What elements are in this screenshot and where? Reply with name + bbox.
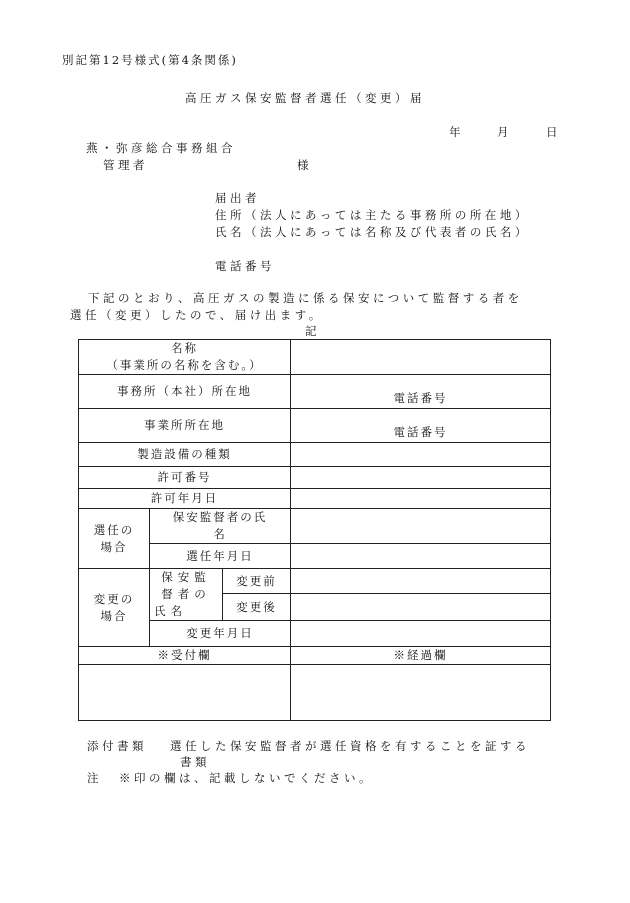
appoint-date-label: 選任年月日 (150, 544, 291, 569)
change-name-line2: 督者の (161, 587, 211, 601)
change-before-label: 変更前 (223, 569, 291, 594)
change-group-label (79, 569, 150, 647)
appoint-name-line2: 名 (213, 527, 227, 541)
note-text: ※印の欄は、記載しないでください。 (119, 771, 374, 785)
row-appoint-name (79, 509, 551, 544)
progress-header: ※経過欄 (291, 647, 551, 665)
row-appoint-date (79, 544, 551, 569)
change-name-line3: 氏名 (154, 604, 187, 618)
change-group-line2: 場合 (100, 608, 128, 623)
name-value-cell[interactable] (291, 340, 551, 375)
body-line-1: 下記のとおり、高圧ガスの製造に係る保安について監督する者を (88, 291, 523, 305)
change-after-label: 変更後 (223, 594, 291, 621)
change-date-value-cell[interactable] (291, 621, 551, 647)
appoint-name-value-cell[interactable] (291, 509, 551, 544)
change-name-line1: 保安監 (161, 570, 211, 584)
change-group-line1: 変更の (93, 591, 135, 606)
appoint-group-line2: 場合 (100, 539, 128, 554)
form-table (78, 339, 551, 721)
change-name-label (150, 569, 223, 621)
appoint-group-label (79, 509, 150, 569)
office-value-cell[interactable] (291, 375, 551, 409)
permit-number-value-cell[interactable] (291, 467, 551, 489)
appoint-date-value-cell[interactable] (291, 544, 551, 569)
office-phone-label: 電話番号 (393, 391, 448, 405)
name-label-line2: （事業所の名称を含む。） (106, 358, 263, 372)
appoint-group-line1: 選任の (93, 522, 135, 537)
equipment-value-cell[interactable] (291, 443, 551, 467)
addressee-honorific: 様 (297, 158, 309, 172)
site-value-cell[interactable] (291, 409, 551, 443)
site-phone-label: 電話番号 (393, 425, 448, 439)
row-permit-date (79, 489, 551, 509)
notifier-phone: 電話番号 (215, 259, 275, 273)
attachments-text-2: 書類 (180, 755, 210, 769)
change-date-label: 変更年月日 (150, 621, 291, 647)
form-number: 別記第12号様式(第4条関係) (62, 53, 238, 67)
form-title: 高圧ガス保安監督者選任（変更）届 (185, 91, 425, 105)
row-permit-number (79, 467, 551, 489)
appoint-name-label (150, 509, 291, 544)
change-before-value-cell[interactable] (291, 569, 551, 594)
equipment-label: 製造設備の種類 (79, 443, 291, 467)
row-office-use-headers (79, 647, 551, 665)
row-name (79, 340, 551, 375)
date-month: 月 (497, 125, 509, 139)
row-site (79, 409, 551, 443)
permit-date-value-cell[interactable] (291, 489, 551, 509)
addressee-organization: 燕・弥彦総合事務組合 (86, 141, 236, 155)
permit-number-label: 許可番号 (79, 467, 291, 489)
notifier-header: 届出者 (215, 191, 260, 205)
date-day: 日 (546, 125, 558, 139)
ki-marker: 記 (305, 324, 317, 338)
office-label: 事務所（本社）所在地 (79, 375, 291, 409)
addressee-role: 管理者 (103, 158, 148, 172)
notifier-name: 氏名（法人にあっては名称及び代表者の氏名） (215, 225, 530, 239)
name-label-cell (79, 340, 291, 375)
notifier-address: 住所（法人にあっては主たる事務所の所在地） (215, 208, 530, 222)
receipt-header: ※受付欄 (79, 647, 291, 665)
appoint-name-line1: 保安監督者の氏 (172, 510, 268, 524)
receipt-cell (79, 665, 291, 721)
permit-date-label: 許可年月日 (79, 489, 291, 509)
row-office (79, 375, 551, 409)
body-line-2: 選任（変更）したので、届け出ます。 (70, 308, 324, 322)
attachments-text-1: 選任した保安監督者が選任資格を有することを証する (170, 739, 530, 753)
row-equipment (79, 443, 551, 467)
site-label: 事業所所在地 (79, 409, 291, 443)
name-label-line1: 名称 (171, 341, 198, 355)
change-after-value-cell[interactable] (291, 594, 551, 621)
progress-cell (291, 665, 551, 721)
note-label: 注 (87, 771, 99, 785)
row-office-use (79, 665, 551, 721)
row-change-before (79, 569, 551, 594)
attachments-label: 添付書類 (87, 739, 147, 753)
row-change-date (79, 621, 551, 647)
date-year: 年 (449, 125, 461, 139)
